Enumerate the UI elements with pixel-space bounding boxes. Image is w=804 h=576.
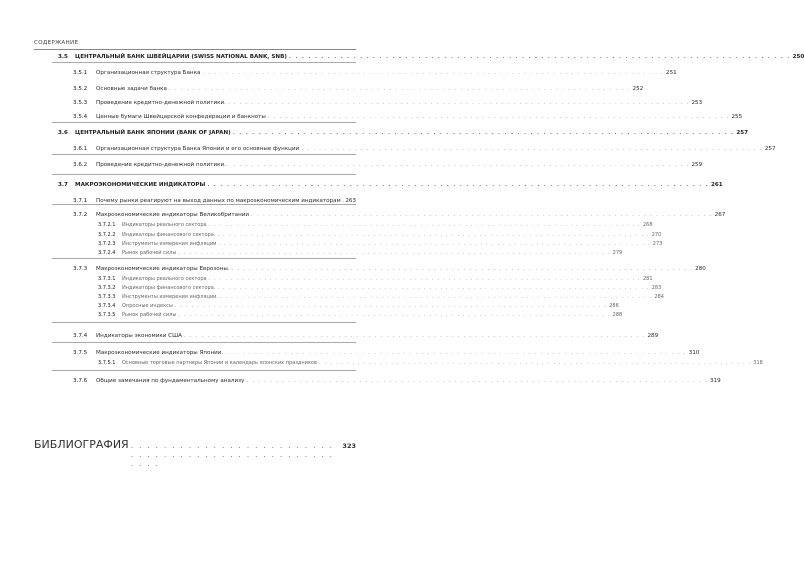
toc-entry-page-number: 257	[736, 130, 749, 136]
toc-entry[interactable]	[0, 331, 659, 341]
leader-dots: . . . . . . . . . . . . . . . . . . . . . . . . . . . . . . . . . . . . . . . . . . . . . . . . . . . . . . . . . . . . . . . . . . . . . . . . . . . . . .	[231, 266, 694, 272]
toc-entry-page-number: 284	[654, 294, 664, 300]
section-separator	[52, 174, 356, 175]
toc-entry-number: 3.7.3.5	[98, 312, 116, 318]
toc-entry-number: 3.6.2	[73, 162, 88, 168]
leader-dots	[343, 196, 344, 206]
toc-entry-number: 3.7.4	[73, 333, 88, 339]
toc-entry-label: Организационная структура Банка Японии и его основные функции	[96, 146, 300, 152]
leader-dots: . . . . . . . . . . . . . . . . . . . . . . . . . . . . . . . . . . . . . . . . . . . . . . . . . . . . . . . . . . . . . . . . . . . . . . . . . . . . . .	[246, 378, 708, 384]
toc-entry[interactable]	[0, 112, 743, 122]
section-separator	[52, 62, 356, 63]
toc-entry[interactable]	[0, 128, 749, 138]
toc-entry-label: Почему рынки реагируют на выход данных по макроэкономическим индикаторам	[96, 198, 341, 204]
section-separator	[52, 154, 356, 155]
leader-dots: . . . . . . . . . . . . . . . . . . . . . . . . . . . . . . . . . . . . . . . . . . . . . . . . . . . . . . . . . . . . . . . . . . . . . . . . . . . . . .	[178, 250, 611, 256]
leader-dots: . . . . . . . . . . . . . . . . . . . . . . . . . . . . . . . . . . . . . . . . . . . . . . . . . . . . . . . . . . . . . . . . . . . . . . . . . . . . . .	[227, 162, 690, 168]
toc-entry-number: 3.7.3.4	[98, 303, 116, 309]
section-separator	[52, 342, 356, 343]
toc-entry-label: Индикаторы финансового сектора.	[122, 285, 216, 291]
leader-dots: . . . . . . . . . . . . . . . . . . . . . . . . . . . . . . . . . . . . . . . . . . . . . . . . . . . . . . . . . . . . . . . . . . . . . . . . . . . . . .	[207, 182, 710, 188]
leader-dots: . . . . . . . . . . . . . . . . . . . . . . . . . . . . . . . . . . . . . . . . . . . . . . . . . . . . . . . . . . . . . . . . . . . . . . . . . . . . . .	[301, 146, 763, 152]
toc-entry[interactable]	[0, 264, 706, 274]
toc-entry-page-number: 257	[764, 146, 776, 152]
section-separator	[52, 322, 356, 323]
toc-entry-label: МАКРОЭКОНОМИЧЕСКИЕ ИНДИКАТОРЫ	[75, 182, 206, 188]
toc-entry[interactable]	[0, 220, 653, 230]
toc-entry[interactable]	[0, 376, 721, 386]
toc-entry[interactable]	[0, 196, 400, 206]
toc-entry-number: 3.6.1	[73, 146, 88, 152]
leader-dots: . . . . . . . . . . . . . . . . . . . . . . . . . . . . . . . . . . . . . . . . . . . . . . . . . . . . . . . . . . . . . . . . . . . . . . . . . . . . . .	[288, 54, 791, 60]
toc-entry-page-number: 318	[753, 360, 763, 366]
toc-entry-page-number: 259	[691, 162, 703, 168]
leader-dots: . . . . . . . . . . . . . . . . . . . . . . . . . . . . . . . . . . . . . . . . . . . . . . . . . . . . . . . . . . . . . . . . . . . . . . . . . . . . . .	[202, 70, 665, 76]
toc-entry-number: 3.7.2.4	[98, 250, 116, 256]
toc-entry-number: 3.7.5.1	[98, 360, 116, 366]
toc-entry-number: 3.7.3.1	[98, 276, 116, 282]
toc-entry-number: 3.7.3.2	[98, 285, 116, 291]
toc-entry-label: Инструменты измерения инфляции	[122, 241, 217, 247]
running-header-title: СОДЕРЖАНИЕ	[34, 40, 79, 46]
leader-dots: . . . . . . . . . . . . . . . . . . . . . . . . . . . . . . . . . . . . . . . . . . . . . . . . . . . . . . . . . . . . . . . . . . . . . . . . . . . . . .	[219, 294, 653, 300]
toc-entry[interactable]	[0, 248, 623, 258]
toc-entry-page-number: 279	[612, 250, 623, 256]
toc-entry-label: Опросные индексы	[122, 303, 173, 309]
leader-dots: . . . . . . . . . . . . . . . . . . . . . . . . . . . . . . . . . . . . . . . . . . . . . . . . . . . . . . . . . . . . . . . . . . . . . . . . . . . . . .	[183, 333, 646, 339]
toc-entry-page-number: 289	[647, 333, 659, 339]
toc-entry-page-number: 267	[714, 212, 726, 218]
toc-entry-page-number: 268	[642, 222, 653, 228]
bibliography-entry[interactable]	[34, 438, 356, 468]
toc-entry[interactable]	[0, 84, 644, 94]
toc-entry[interactable]	[0, 210, 726, 220]
leader-dots: . . . . . . . . . . . . . . . . . . . . . . . . . . . . . . . . . . . . . . . . . . . . . . . . . . . . . . . . . . . . . . . . . . . . . . . . . . . . . .	[178, 312, 611, 318]
toc-entry-label: Основные торговые партнеры Японии и календарь японских праздников	[122, 360, 317, 366]
toc-entry-label: Инструменты измерения инфляции.	[122, 294, 218, 300]
leader-dots: . . . . . . . . . . . . . . . . . . . . . . . . . . . . . . . . . . . . . . . . . . . . . . . . . . . . . . . . . . . . . . . . . . . . . . . . . . . . . .	[232, 130, 735, 136]
toc-entry-label: Общие замечания по фундаментальному анализу	[96, 378, 245, 384]
toc-entry-label: Основные задачи банка	[96, 86, 167, 92]
leader-dots: . . . . . . . . . . . . . . . . . . . . . . . . . . . . . . . . . . . . . . . . . . . . . . . . . . . . . . . . . . . . . . . . . . . . . . . . . . . . . .	[217, 285, 650, 291]
toc-entry-label: ЦЕНТРАЛЬНЫЙ БАНК ШВЕЙЦАРИИ (SWISS NATIONAL BANK, SNB)	[75, 54, 287, 60]
toc-entry-number: 3.7.2.2	[98, 232, 116, 238]
toc-entry[interactable]	[0, 160, 703, 170]
toc-entry-page-number: 261	[711, 182, 723, 188]
toc-entry-number: 3.7.1	[73, 198, 88, 204]
toc-entry-label: Индикаторы финансового сектора.	[122, 232, 216, 238]
toc-entry-label: ЦЕНТРАЛЬНЫЙ БАНК ЯПОНИИ (BANK OF JAPAN)	[75, 130, 231, 136]
toc-entry[interactable]	[0, 98, 703, 108]
section-separator	[52, 258, 356, 259]
toc-entry-page-number: 283	[651, 285, 662, 291]
toc-entry-page-number: 255	[731, 114, 743, 120]
leader-dots: . . . . . . . . . . . . . . . . . . . . . . . . . . . . . . . . . . . . . . . . . . . . . . . . . . . . . . . . . . . . . . . . . . . . . . . . . . . . . .	[318, 360, 752, 366]
toc-entry-label: Индикаторы экономики США	[96, 333, 182, 339]
toc-entry-number: 3.7.3	[73, 266, 88, 272]
leader-dots: . . . . . . . . . . . . . . . . . . . . . . . . . . . . . . . . . . . . . . . . . . . . . . . . . . . . . . . . . . . . . . . . . . . . . . . . . . . . . .	[251, 212, 713, 218]
toc-entry-label: Индикаторы реального сектора	[122, 276, 207, 282]
toc-entry-label: Макроэкономические индикаторы Великобритании	[96, 212, 250, 218]
toc-entry-number: 3.5.2	[73, 86, 88, 92]
toc-entry-number: 3.7.5	[73, 350, 88, 356]
toc-entry-number: 3.6	[58, 130, 68, 136]
toc-entry-label: Рынок рабочей силы	[122, 312, 177, 318]
toc-entry-page-number: 252	[632, 86, 644, 92]
toc-entry[interactable]	[0, 358, 763, 368]
toc-entry-label: Организационная структура Банка	[96, 70, 201, 76]
toc-entry-page-number: 270	[651, 232, 662, 238]
toc-entry-label: Макроэкономические индикаторы Еврозоны.	[96, 266, 230, 272]
toc-entry[interactable]	[0, 52, 804, 62]
toc-entry-page-number: 253	[691, 100, 703, 106]
leader-dots: . . . . . . . . . . . . . . . . . . . . . . . . . . . . . . . . . . . . . . . . . . . . . . . . . . . . . . . . . . . . . . . . . . . . . . . . . . . . . .	[218, 241, 651, 247]
toc-entry-label: Проведение кредитно-денежной политики.	[96, 100, 226, 106]
leader-dots: . . . . . . . . . . . . . . . . . . . . . . . . . . . . . . . . . . . . . . . . . . . . . . . . . . . . . . . . . . . . . . . . . . . . . . . . . . . . . .	[208, 222, 641, 228]
toc-entry-number: 3.7.2.1	[98, 222, 116, 228]
bibliography-label: БИБЛИОГРАФИЯ	[34, 438, 129, 451]
toc-entry-number: 3.5.4	[73, 114, 88, 120]
leader-dots: . . . . . . . . . . . . . . . . . . . . . . . . . . . . . . . . . . . . . . . . . . . . . . . . . . . . . . . . . . . . . . . . . . . . . . . . . . . . . .	[208, 276, 641, 282]
toc-entry[interactable]	[0, 348, 700, 358]
toc-entry-page-number: 319	[710, 378, 721, 384]
toc-entry-number: 3.5	[58, 54, 68, 60]
toc-entry-number: 3.5.3	[73, 100, 88, 106]
toc-entry[interactable]	[0, 68, 677, 78]
toc-entry[interactable]	[0, 144, 776, 154]
toc-entry[interactable]	[0, 310, 623, 320]
toc-entry-page-number: 288	[612, 312, 623, 318]
toc-entry-number: 3.7	[58, 182, 68, 188]
toc-entry-label: Ценные бумаги Швейцарской конфедерации и банкноты	[96, 114, 266, 120]
leader-dots: . . . . . . . . . . . . . . . . . . . . . . . . . . . . . . . . . . . . . . . . . . . . . . . . . . . . . . . . . . . . . . . . . . . . . . . . . . . . . .	[267, 114, 730, 120]
toc-entry-page-number: 310	[688, 350, 700, 356]
toc-entry[interactable]	[0, 180, 723, 190]
section-separator	[52, 122, 356, 123]
toc-entry-page-number: 263	[345, 198, 356, 204]
toc-entry-label: Проведение кредитно-денежной политики.	[96, 162, 226, 168]
leader-dots: . . . . . . . . . . . . . . . . . . . . . . . . . . . . . . . . . . . . . . . . . . . . . . . . . . . . . . . . . . . . . . . . . . . . . . . . . . . . . .	[174, 303, 608, 309]
leader-dots: . . . . . . . . . . . . . . . . . . . . . . . . . . . . . . . . . . . . . . . . . . . . . . . . . . . . . . . . . . . . . . . . . . . . . . . . . . . . . .	[168, 86, 631, 92]
leader-dots: . . . . . . . . . . . . . . . . . . . . . . . . . . . . . . . . . . . . . . . . . . . . . . . . . . . . . . . . . . . . . . . . . . . . . . . . . . . . . .	[225, 350, 687, 356]
toc-entry-page-number: 281	[642, 276, 653, 282]
toc-entry-page-number: 286	[609, 303, 619, 309]
toc-entry-label: Рынок рабочей силы	[122, 250, 177, 256]
toc-entry-number: 3.7.6	[73, 378, 88, 384]
bibliography-page-number: 323	[342, 442, 356, 450]
toc-entry-label: Макроэкономические индикаторы Японии.	[96, 350, 224, 356]
toc-entry-number: 3.7.2	[73, 212, 88, 218]
toc-entry-number: 3.7.3.3	[98, 294, 116, 300]
leader-dots: . . . . . . . . . . . . . . . . . . . . . . . . . . . . . . . . . . . . . . . . . . . . . . . . . . . . . . . . . . . . . . . . . . . . . . . . . . . . . .	[227, 100, 690, 106]
toc-entry-page-number: 250	[792, 54, 804, 60]
leader-dots: . . . . . . . . . . . . . . . . . . . . . . . . . . . . . . . . . . . . . . . . . . . . . . . . . . . . . .	[130, 441, 334, 468]
toc-entry-page-number: 280	[695, 266, 706, 272]
toc-entry-page-number: 273	[652, 241, 663, 247]
leader-dots: . . . . . . . . . . . . . . . . . . . . . . . . . . . . . . . . . . . . . . . . . . . . . . . . . . . . . . . . . . . . . . . . . . . . . . . . . . . . . .	[217, 232, 650, 238]
toc-entry-number: 3.5.1	[73, 70, 88, 76]
toc-entry-number: 3.7.2.3	[98, 241, 116, 247]
toc-entry-page-number: 251	[666, 70, 677, 76]
section-separator	[52, 370, 356, 371]
toc-entry-label: Индикаторы реального сектора	[122, 222, 207, 228]
